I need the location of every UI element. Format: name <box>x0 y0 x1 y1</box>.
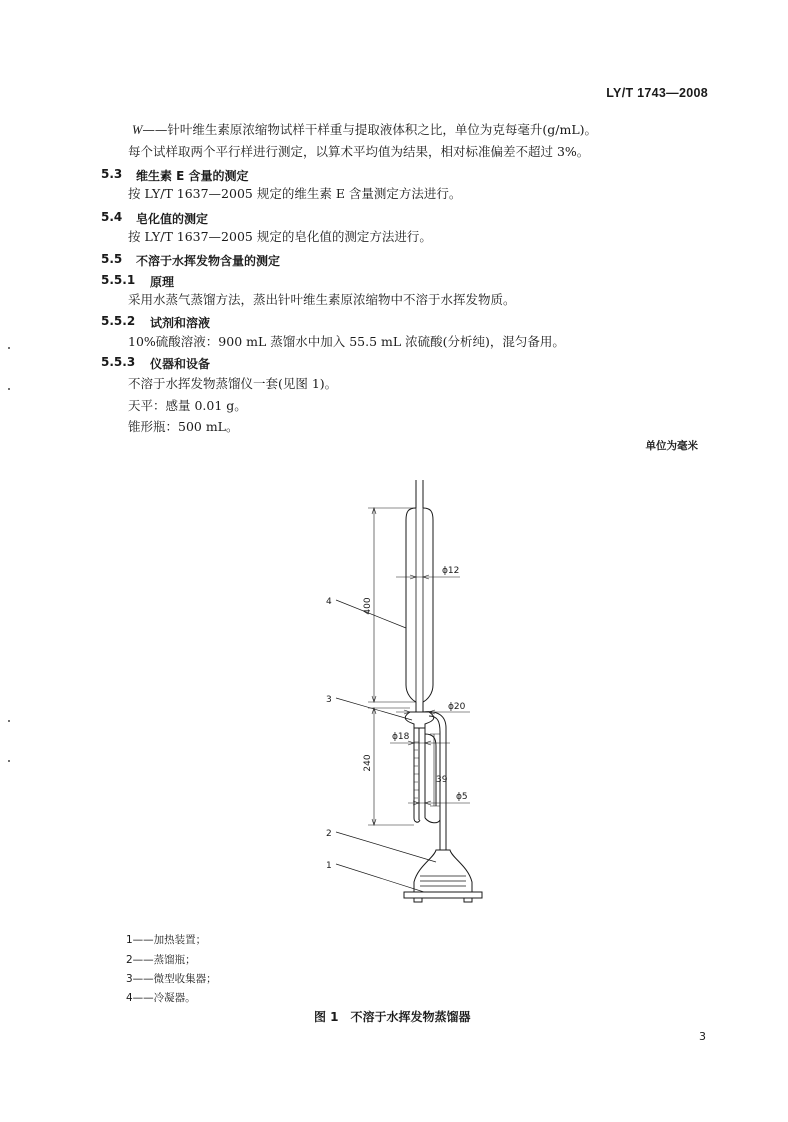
section-5-5-2-title: 试剂和溶液 <box>150 316 211 330</box>
w-definition-text: ——针叶维生素原浓缩物试样干样重与提取液体积之比，单位为克每毫升(g/mL)。 <box>142 122 598 137</box>
flask-neck <box>440 844 446 850</box>
section-5-5-1-number: 5.5.1 <box>101 273 136 287</box>
legend-item-4: 4——冷凝器。 <box>126 992 196 1004</box>
dimension-line-400 <box>368 508 416 702</box>
section-5-5-2-number: 5.5.2 <box>101 314 136 328</box>
callout-4: 4 <box>326 597 332 607</box>
condenser-inner-tube <box>416 508 423 702</box>
section-5-3-text: 按 LY/T 1637—2005 规定的维生素 E 含量测定方法进行。 <box>128 186 462 201</box>
section-5-5-3-item-1: 不溶于水挥发物蒸馏仪一套(见图 1)。 <box>128 376 338 391</box>
section-5-5-3-number: 5.5.3 <box>101 355 136 369</box>
dim-39-label: 39 <box>436 775 448 785</box>
section-5-5-title: 不溶于水挥发物含量的测定 <box>136 254 281 268</box>
dim-phi20-label: ϕ20 <box>448 702 466 712</box>
margin-dot <box>8 720 10 722</box>
figure-caption: 图 1 不溶于水挥发物蒸馏器 <box>314 1010 471 1024</box>
margin-dot <box>8 347 10 349</box>
section-5-5-2-text: 10%硫酸溶液：900 mL 蒸馏水中加入 55.5 mL 浓硫酸(分析纯)，混匀备用。 <box>128 334 565 349</box>
section-5-5-1-text: 采用水蒸气蒸馏方法，蒸出针叶维生素原浓缩物中不溶于水挥发物质。 <box>128 292 516 307</box>
inlet-tube <box>416 480 423 508</box>
dimension-line-39 <box>430 734 440 806</box>
condenser-neck <box>416 702 423 712</box>
condenser-jacket <box>406 508 433 702</box>
callout-2: 2 <box>326 829 332 839</box>
page-number: 3 <box>699 1030 706 1043</box>
dim-400-label: 400 <box>363 597 373 615</box>
parallel-note: 每个试样取两个平行样进行测定，以算术平均值为结果，相对标准偏差不超过 3%。 <box>128 144 590 159</box>
section-5-5-1-title: 原理 <box>150 275 175 289</box>
section-5-4-number: 5.4 <box>101 210 123 224</box>
units-note: 单位为毫米 <box>645 440 698 452</box>
section-5-5-number: 5.5 <box>101 252 123 266</box>
margin-dot <box>8 388 10 390</box>
heating-plate-feet <box>414 898 472 902</box>
section-5-5-3-title: 仪器和设备 <box>150 357 211 371</box>
heating-plate <box>404 892 482 898</box>
callout-1: 1 <box>326 861 332 871</box>
legend-item-3: 3——微型收集器； <box>126 973 217 985</box>
dimension-line-240 <box>368 708 414 825</box>
legend-item-1: 1——加热装置； <box>126 934 207 946</box>
section-5-3-number: 5.3 <box>101 167 123 181</box>
margin-dot <box>8 760 10 762</box>
w-symbol: W <box>132 123 143 137</box>
w-definition <box>132 121 597 139</box>
callout-3: 3 <box>326 695 332 705</box>
section-5-5-3-item-2: 天平：感量 0.01 g。 <box>128 398 247 413</box>
dim-240-label: 240 <box>363 754 373 772</box>
standard-code: LY/T 1743—2008 <box>606 86 708 100</box>
distillation-apparatus-figure <box>300 480 520 905</box>
flask-liquid <box>420 876 466 886</box>
dim-phi5-label: ϕ5 <box>456 792 468 802</box>
section-5-4-title: 皂化值的测定 <box>136 212 209 226</box>
dim-phi12-label: ϕ12 <box>442 566 460 576</box>
leader-2 <box>336 832 436 862</box>
section-5-4-text: 按 LY/T 1637—2005 规定的皂化值的测定方法进行。 <box>128 229 432 244</box>
legend-item-2: 2——蒸馏瓶； <box>126 954 196 966</box>
scale-ticks <box>414 742 419 798</box>
section-5-3-title: 维生素 E 含量的测定 <box>136 169 249 183</box>
dim-phi18-label: ϕ18 <box>392 732 410 742</box>
leader-1 <box>336 864 424 892</box>
section-5-5-3-item-3: 锥形瓶：500 mL。 <box>128 419 239 434</box>
